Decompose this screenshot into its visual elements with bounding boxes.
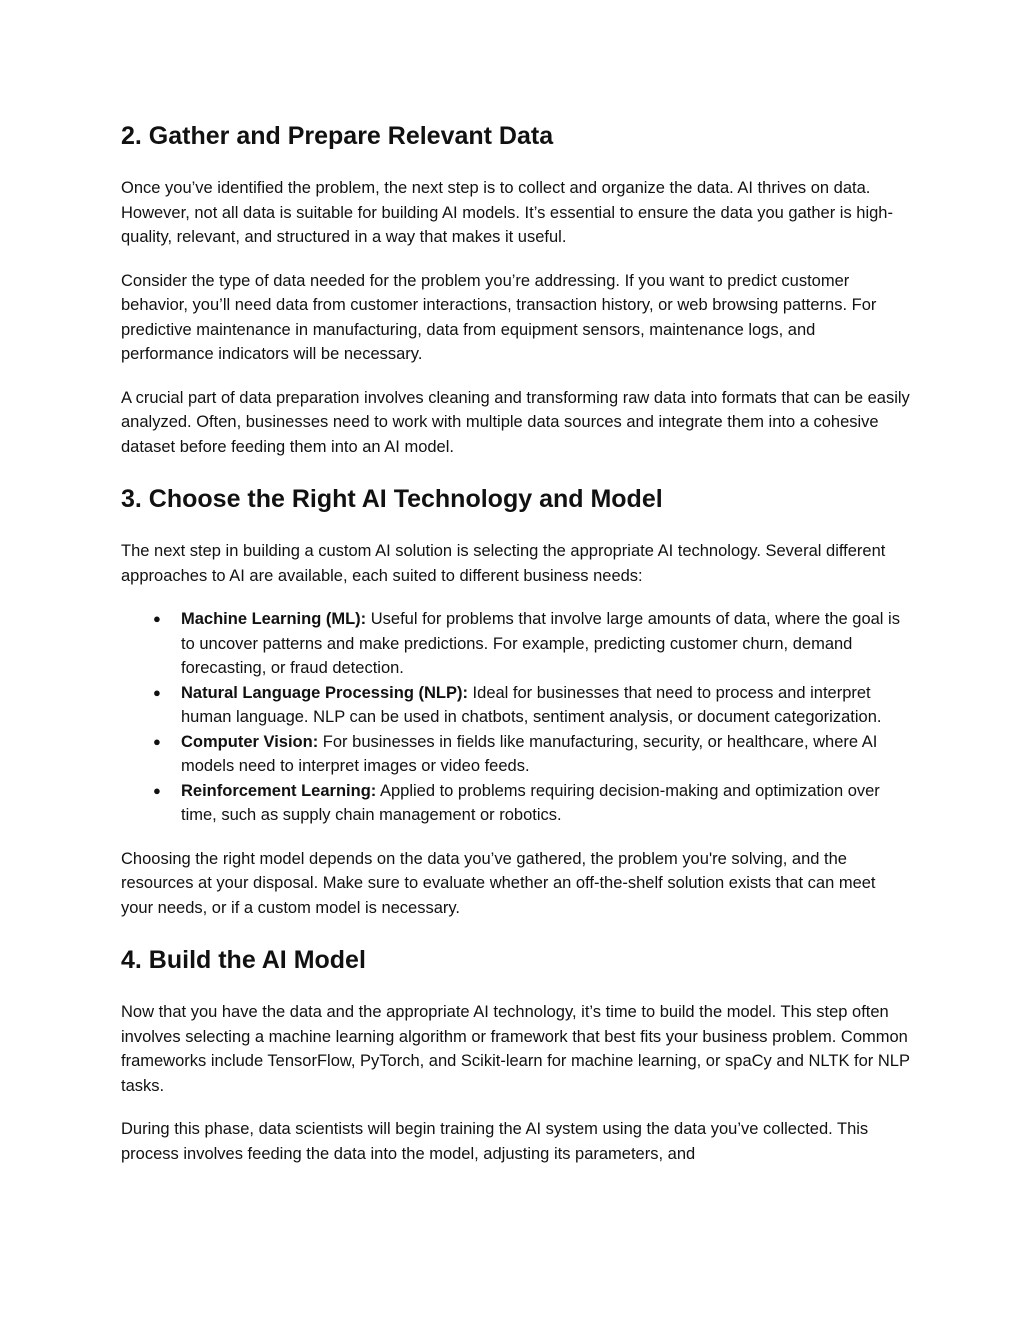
paragraph: Choosing the right model depends on the data you’ve gathered, the problem you're solving, and the resources at your disposal. Make sure to evaluate whether an off-the-shelf solution exists that can meet your needs, or if a custom model is necessary.	[121, 849, 876, 917]
paragraph: Now that you have the data and the appropriate AI technology, it’s time to build the model. This step often involves selecting a machine learning algorithm or framework that best fits your business problem. Common frameworks include TensorFlow, PyTorch, and Scikit-learn for machine learning, or spaCy and NLTK for NLP tasks.	[121, 1003, 910, 1095]
list-item-term: Natural Language Processing (NLP):	[181, 683, 468, 702]
paragraph: The next step in building a custom AI solution is selecting the appropriate AI technology. Several different approaches to AI are available, each suited to different business needs:	[121, 542, 886, 585]
list-item-term: Machine Learning (ML):	[181, 610, 367, 628]
list-item	[121, 730, 911, 779]
ai-approaches-list	[121, 607, 911, 828]
list-item-text: Applied to problems requiring decision-making and optimization over time, such as supply chain management or robotics.	[181, 781, 880, 824]
list-item	[121, 607, 911, 681]
paragraph: Once you’ve identified the problem, the next step is to collect and organize the data. AI thrives on data. However, not all data is suitable for building AI models. It’s essential to ensure the data you gather is high-quality, relevant, and structured in a way that makes it useful.	[121, 179, 893, 246]
paragraph: A crucial part of data preparation involves cleaning and transforming raw data into formats that can be easily analyzed. Often, businesses need to work with multiple data sources and integrate them into a cohesive dataset before feeding them into an AI model.	[121, 388, 910, 456]
list-item	[121, 681, 911, 730]
paragraph: During this phase, data scientists will begin training the AI system using the data you’ve collected. This process involves feeding the data into the model, adjusting its parameters, and	[121, 1120, 869, 1163]
section-heading-choose-technology: 3. Choose the Right AI Technology and Model	[121, 485, 663, 513]
bullet-icon: ●	[153, 733, 161, 749]
list-item-text: Useful for problems that involve large amounts of data, where the goal is to uncover patterns and make predictions. For example, predicting customer churn, demand forecasting, or fraud detection.	[181, 610, 900, 677]
list-item-term: Computer Vision:	[181, 732, 319, 751]
bullet-icon: ●	[153, 611, 161, 626]
bullet-icon: ●	[153, 684, 161, 700]
list-item-text: Ideal for businesses that need to process and interpret human language. NLP can be used in chatbots, sentiment analysis, or document categorization.	[181, 683, 882, 726]
list-item-term: Reinforcement Learning:	[181, 781, 377, 800]
list-item-text: For businesses in fields like manufacturing, security, or healthcare, where AI models need to interpret images or video feeds.	[181, 732, 878, 775]
document-page	[121, 118, 911, 1166]
bullet-icon: ●	[153, 782, 161, 798]
section-heading-gather-data: 2. Gather and Prepare Relevant Data	[121, 122, 554, 150]
section-heading-build-model: 4. Build the AI Model	[121, 946, 366, 974]
paragraph: Consider the type of data needed for the problem you’re addressing. If you want to predict customer behavior, you’ll need data from customer interactions, transaction history, or web browsing patterns. For predictive maintenance in manufacturing, data from equipment sensors, maintenance logs, and performance indicators will be necessary.	[121, 271, 877, 363]
list-item	[121, 779, 911, 828]
